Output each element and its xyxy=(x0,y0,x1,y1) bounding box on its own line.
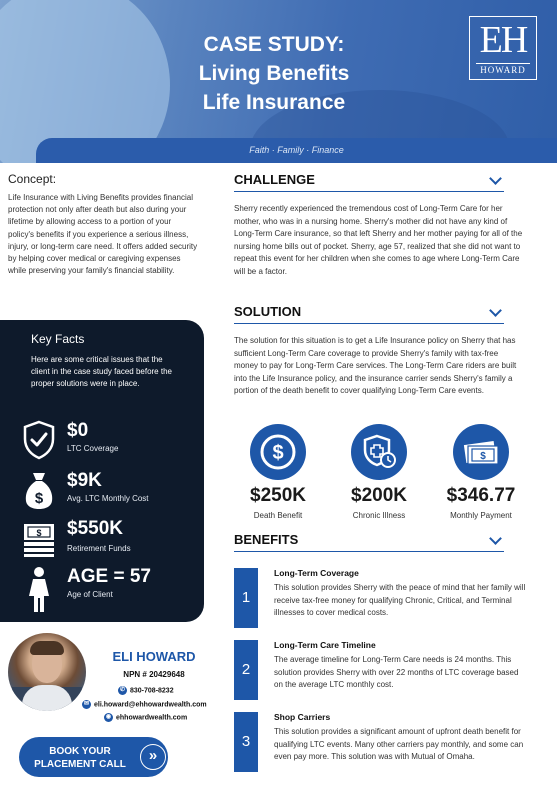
benefit-number: 1 xyxy=(234,568,258,628)
tagline-band xyxy=(36,138,557,163)
benefit-title: Long-Term Care Timeline xyxy=(274,640,376,650)
agent-avatar xyxy=(8,633,86,711)
svg-text:$: $ xyxy=(34,490,44,507)
agent-website[interactable] xyxy=(104,713,187,722)
medical-shield-clock-icon xyxy=(351,424,407,480)
website-text: ehhowardwealth.com xyxy=(116,714,188,722)
solution-header[interactable] xyxy=(234,304,504,324)
key-facts-panel xyxy=(0,320,204,622)
fact-label: Avg. LTC Monthly Cost xyxy=(67,494,149,503)
challenge-title: CHALLENGE xyxy=(234,172,315,187)
title-line-3: Life Insurance xyxy=(202,91,346,114)
chevron-down-icon xyxy=(489,532,502,545)
solution-body: The solution for this situation is to get a Life Insurance policy on Sherry that has sufficient Long-Term Care coverage to provide Sherry's family with tax-free money to pay for Long-Term Care services. The Long-Term Care riders are built into the Life Insurance policy, and the insurance carrier sends Sherry's family a portion of the death benefit to cover qualifying Long-Term Care events. xyxy=(234,336,517,396)
double-chevron-right-icon: » xyxy=(140,744,166,770)
fact-ltc-coverage xyxy=(0,420,204,464)
email-icon: ✉ xyxy=(83,701,90,707)
stat-value: $346.77 xyxy=(446,485,516,506)
fact-value: AGE = 57 xyxy=(67,566,151,587)
key-facts-title: Key Facts xyxy=(31,332,85,346)
fact-label: Age of Client xyxy=(67,590,113,599)
fact-retirement-funds xyxy=(0,518,204,562)
cta-line-2: PLACEMENT CALL xyxy=(34,759,126,770)
phone-text: 830-708-8232 xyxy=(130,687,174,695)
stat-label: Chronic Illness xyxy=(352,511,406,520)
fact-value: $0 xyxy=(67,420,89,441)
fact-value: $550K xyxy=(67,518,123,539)
svg-text:$: $ xyxy=(272,442,284,464)
concept-title: Concept: xyxy=(8,172,57,186)
fact-value: $9K xyxy=(67,470,102,491)
title-line-2: Living Benefits xyxy=(198,62,350,85)
person-icon xyxy=(22,566,56,614)
stat-value: $200K xyxy=(351,485,407,506)
title-line-1: CASE STUDY: xyxy=(203,33,345,56)
book-placement-call-button[interactable] xyxy=(19,737,168,777)
key-facts-intro: Here are some critical issues that the client in the case study faced before the proper solutions were in place. xyxy=(31,355,172,389)
tagline: Faith · Family · Finance xyxy=(249,145,344,155)
agent-email[interactable] xyxy=(82,700,207,709)
stat-label: Death Benefit xyxy=(253,511,303,520)
hero-banner xyxy=(0,0,557,163)
fact-label: LTC Coverage xyxy=(67,444,119,453)
fact-label: Retirement Funds xyxy=(67,544,131,553)
avatar-shirt xyxy=(22,685,72,711)
banknote-icon xyxy=(453,424,509,480)
globe-icon: ◉ xyxy=(105,714,112,720)
fact-ltc-monthly-cost xyxy=(0,470,204,514)
benefit-title: Shop Carriers xyxy=(274,712,331,722)
svg-text:$: $ xyxy=(480,451,486,462)
benefits-header[interactable] xyxy=(234,532,504,552)
phone-icon: ✆ xyxy=(119,687,126,693)
benefits-title: BENEFITS xyxy=(234,532,299,547)
eh-howard-logo xyxy=(469,16,537,80)
stat-value: $250K xyxy=(250,485,306,506)
stat-label: Monthly Payment xyxy=(450,511,512,520)
cta-line-1: BOOK YOUR xyxy=(49,746,111,757)
page-title xyxy=(160,30,388,117)
logo-monogram: EH xyxy=(479,19,527,61)
benefit-body: This solution provides Sherry with the peace of mind that her family will receive tax-free money for qualifying Chronic, Critical, and Terminal illnesses to cover medical costs. xyxy=(274,583,526,618)
agent-npn: NPN # 20429648 xyxy=(123,670,185,679)
benefit-number: 2 xyxy=(234,640,258,700)
fact-age-of-client xyxy=(0,566,204,610)
agent-phone[interactable] xyxy=(118,686,174,695)
agent-name: ELI HOWARD xyxy=(112,649,196,664)
svg-text:$: $ xyxy=(36,528,42,538)
benefit-number: 3 xyxy=(234,712,258,772)
concept-body: Life Insurance with Living Benefits provides financial protection not only after death but also during your lifetime by allowing access to a portion of your policy's benefits if you experience a serious illness, injury, or long-term care need. It offers added security by helping cover medical or caregiving expenses while preserving your family's financial stability. xyxy=(8,193,198,276)
benefit-title: Long-Term Coverage xyxy=(274,568,359,578)
logo-wordmark: HOWARD xyxy=(476,63,530,75)
cash-stack-icon xyxy=(22,518,56,558)
dollar-coin-icon xyxy=(250,424,306,480)
benefit-body: This solution provides a significant amount of upfront death benefit for qualifying LTC events. Many other carriers pay monthly, and some can even pay more. This solution was with Mutual of Omaha. xyxy=(274,727,524,762)
avatar-hair xyxy=(30,641,64,655)
shield-check-icon xyxy=(22,420,56,460)
money-bag-icon xyxy=(22,470,56,510)
challenge-body: Sherry recently experienced the tremendous cost of Long-Term Care for her mother, who was in a nursing home. Sherry's mother did not have any kind of Long-Term Care insurance, so that left Sherry and her mother paying for all of the nursing home bills out of pocket. Sherry, age 57, realized that she did not want to repeat this event for her children when she comes to age where Long-Term Care will be a factor. xyxy=(234,204,523,276)
solution-title: SOLUTION xyxy=(234,304,302,319)
challenge-header[interactable] xyxy=(234,172,504,192)
chevron-down-icon xyxy=(489,172,502,185)
email-text: eli.howard@ehhowardwealth.com xyxy=(94,701,207,709)
chevron-down-icon xyxy=(489,304,502,317)
cta-label xyxy=(25,745,135,771)
benefit-body: The average timeline for Long-Term Care needs is 24 months. This solution provides Sherry with over 22 months of LTC coverage based on the average LTC monthly cost. xyxy=(274,655,519,690)
